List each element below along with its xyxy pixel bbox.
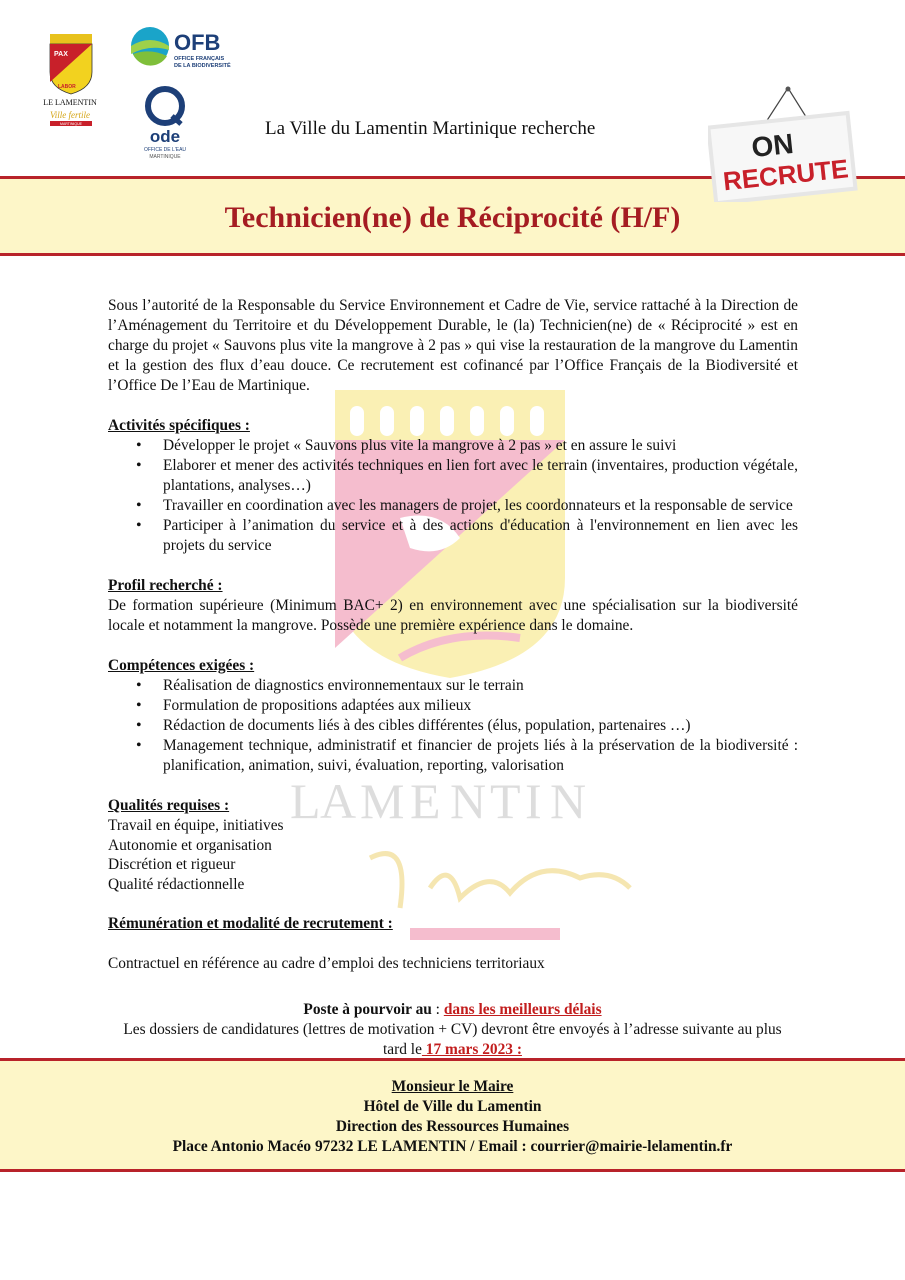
list-item: Qualité rédactionnelle (108, 875, 245, 893)
ode-line2: MARTINIQUE (149, 154, 181, 160)
activites-heading: Activités spécifiques : (108, 417, 250, 434)
svg-text:A: A (320, 773, 357, 829)
address-line3: Place Antonio Macéo 97232 LE LAMENTIN / Email : courrier@mairie-lelamentin.fr (172, 1138, 733, 1155)
list-item: • Formulation de propositions adaptées aux milieux (163, 696, 798, 716)
page-title: Technicien(ne) de Réciprocité (H/F) (224, 201, 681, 234)
sign-line2: RECRUTE (721, 153, 850, 197)
svg-text:L: L (290, 773, 321, 829)
lamentin-region: MARTINIQUE (60, 122, 82, 126)
recipient: Monsieur le Maire (391, 1078, 514, 1095)
remuneration-text: Contractuel en référence au cadre d’emploi des techniciens territoriaux (108, 955, 545, 972)
competences-heading: Compétences exigées : (108, 657, 255, 674)
intro-paragraph: Sous l’autorité de la Responsable du Service Environnement et Cadre de Vie, service rattaché à la Direction de l’Aménagement du Territoire et du Développement Durable, le (la) Technicien(ne) de « Réciprocité » est en charge du projet « Sauvons plus vite la mangrove à 2 pas » qui vise la restauration de la mangrove du Lamentin et la gestion des flux d’eau douce. Ce recrutement est cofinancé par l’Office Français de la Biodiversité et l’Office De l’Eau de Martinique. (108, 297, 798, 394)
ode-name: ode (149, 127, 181, 146)
list-item: • Rédaction de documents liés à des cibles différentes (élus, population, partenaires …) (163, 716, 798, 736)
lamentin-name: LE LAMENTIN (43, 98, 97, 107)
lamentin-pax: PAX (54, 51, 68, 58)
job-description (108, 296, 798, 974)
poste-label: Poste à pourvoir au (303, 1001, 432, 1018)
qualites-list (108, 816, 798, 894)
deadline: 17 mars 2023 : (421, 1041, 522, 1058)
list-item: Discrétion et rigueur (108, 856, 236, 873)
list-item: • Elaborer et mener des activités techniques en lien fort avec le terrain (inventaires, production végétale, plantations, analyses…) (163, 456, 798, 496)
address-line2: Direction des Ressources Humaines (335, 1118, 570, 1135)
svg-text:I: I (525, 773, 542, 829)
ofb-line2: DE LA BIODIVERSITÉ (174, 63, 231, 69)
sign-line1: ON (750, 127, 796, 164)
tagline: La Ville du Lamentin Martinique recherche (265, 118, 596, 139)
ofb-name: OFB (174, 30, 221, 55)
activites-list (108, 436, 798, 556)
lamentin-labor: LABOR (58, 84, 76, 90)
ode-logo (135, 86, 195, 162)
poste-value: dans les meilleurs délais (443, 1001, 602, 1018)
list-item: Autonomie et organisation (108, 836, 272, 854)
remuneration-heading: Rémunération et modalité de recrutement : (108, 915, 393, 932)
svg-text:M: M (360, 773, 405, 829)
profil-text: De formation supérieure (Minimum BAC+ 2) en environnement avec une spécialisation sur la biodiversité locale et notamment la mangrove. Possède une première expérience dans le domaine. (108, 597, 798, 634)
list-item: Travail en équipe, initiatives (108, 817, 284, 834)
qualites-heading: Qualités requises : (108, 797, 230, 814)
svg-text:E: E (410, 773, 441, 829)
list-item: • Réalisation de diagnostics environnementaux sur le terrain (163, 676, 798, 696)
poste-sep: : (431, 1001, 444, 1018)
list-item: • Développer le projet « Sauvons plus vite la mangrove à 2 pas » et en assure le suivi (163, 436, 798, 456)
competences-list (108, 676, 798, 776)
ofb-line1: OFFICE FRANÇAIS (174, 56, 225, 62)
svg-text:N: N (550, 773, 587, 829)
application-info (0, 1000, 905, 1060)
profil-heading: Profil recherché : (108, 577, 223, 594)
poste-line2: Les dossiers de candidatures (lettres de motivation + CV) devront être envoyés à l’adresse suivante au plus (123, 1021, 782, 1038)
address-box (0, 1058, 905, 1172)
svg-text:T: T (490, 773, 521, 829)
poste-line3-prefix: tard le (383, 1041, 422, 1058)
ode-line1: OFFICE DE L'EAU (143, 147, 187, 153)
address-line1: Hôtel de Ville du Lamentin (363, 1098, 542, 1115)
list-item: • Management technique, administratif et financier de projets liés à la préservation de la biodiversité : planification, animation, suivi, évaluation, reporting, valorisation (163, 736, 798, 776)
lamentin-logo (38, 32, 102, 128)
on-recrute-sign (708, 84, 858, 202)
svg-text:N: N (450, 773, 487, 829)
lamentin-motto: Ville fertile (49, 110, 91, 120)
list-item: • Travailler en coordination avec les managers de projet, les coordonnateurs et la responsable de service (163, 496, 798, 516)
ofb-logo (130, 24, 238, 74)
list-item: • Participer à l’animation du service et à des actions d'éducation à l'environnement en lien avec les projets du service (163, 516, 798, 556)
